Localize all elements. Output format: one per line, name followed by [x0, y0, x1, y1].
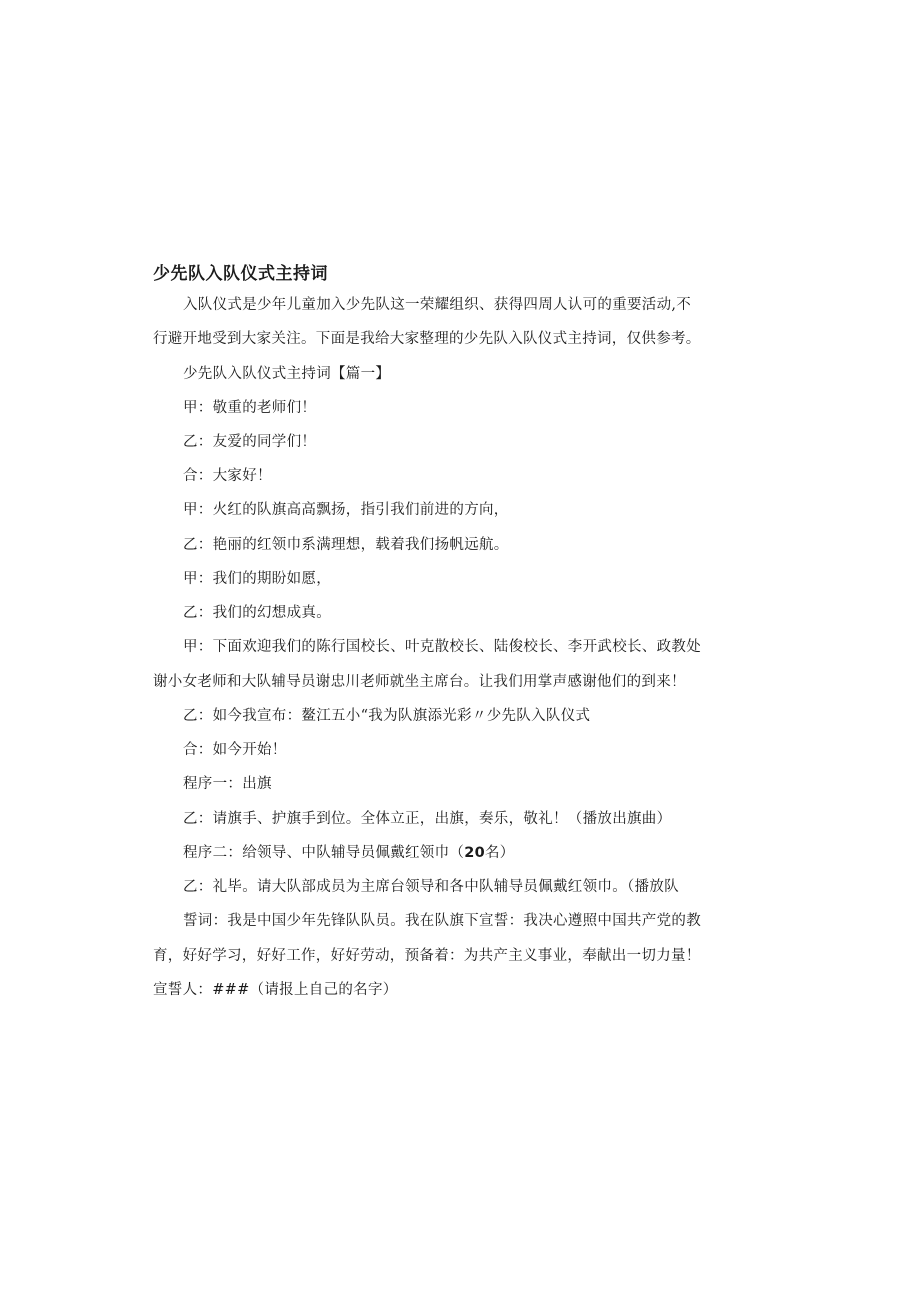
script-line: 谢小女老师和大队辅导员谢忠川老师就坐主席台。让我们用掌声感谢他们的到来！ — [153, 674, 686, 690]
document-title: 少先队入队仪式主持词 — [153, 264, 328, 284]
oath-line: 誓词：我是中国少年先锋队队员。我在队旗下宣誓：我决心遵照中国共产党的教 — [183, 913, 701, 929]
script-line: 合：大家好！ — [183, 468, 272, 484]
program-step — [183, 843, 515, 863]
program-step-count: 20 — [464, 845, 485, 861]
script-line: 乙：友爱的同学们！ — [183, 434, 317, 450]
script-line: 甲：我们的期盼如愿， — [183, 571, 331, 587]
program-step: 程序一：出旗 — [183, 776, 272, 792]
script-line: 合：如今开始！ — [183, 742, 287, 758]
script-line: 乙：请旗手、护旗手到位。全体立正，出旗，奏乐，敬礼！（播放出旗曲） — [183, 811, 672, 827]
program-step-text: 程序二：给领导、中队辅导员佩戴红领巾（ — [183, 845, 465, 861]
script-line: 乙：如今我宣布：鳌江五小“我为队旗添光彩〃少先队入队仪式 — [183, 708, 591, 724]
intro-line-2: 行避开地受到大家关注。下面是我给大家整理的少先队入队仪式主持词，仅供参考。 — [153, 331, 701, 347]
section-heading: 少先队入队仪式主持词【篇一】 — [183, 366, 391, 382]
script-line: 乙：艳丽的红领巾系满理想，载着我们扬帆远航。 — [183, 537, 509, 553]
intro-line-1: 入队仪式是少年儿童加入少先队这一荣耀组织、获得四周人认可的重要活动,不 — [183, 297, 692, 313]
oath-signature-line: 宣誓人：###（请报上自己的名字） — [153, 982, 398, 998]
oath-line: 育，好好学习，好好工作，好好劳动，预备着：为共产主义事业，奉献出一切力量！ — [153, 948, 701, 964]
script-line: 甲：火红的队旗高高飘扬，指引我们前进的方向， — [183, 502, 509, 518]
script-line: 甲：敬重的老师们！ — [183, 400, 317, 416]
script-line: 乙：礼毕。请大队部成员为主席台领导和各中队辅导员佩戴红领巾。（播放队 — [183, 879, 679, 895]
script-line: 甲：下面欢迎我们的陈行国校长、叶克散校长、陆俊校长、李开武校长、政教处 — [183, 639, 701, 655]
script-line: 乙：我们的幻想成真。 — [183, 605, 331, 621]
program-step-suffix: 名） — [484, 845, 515, 861]
